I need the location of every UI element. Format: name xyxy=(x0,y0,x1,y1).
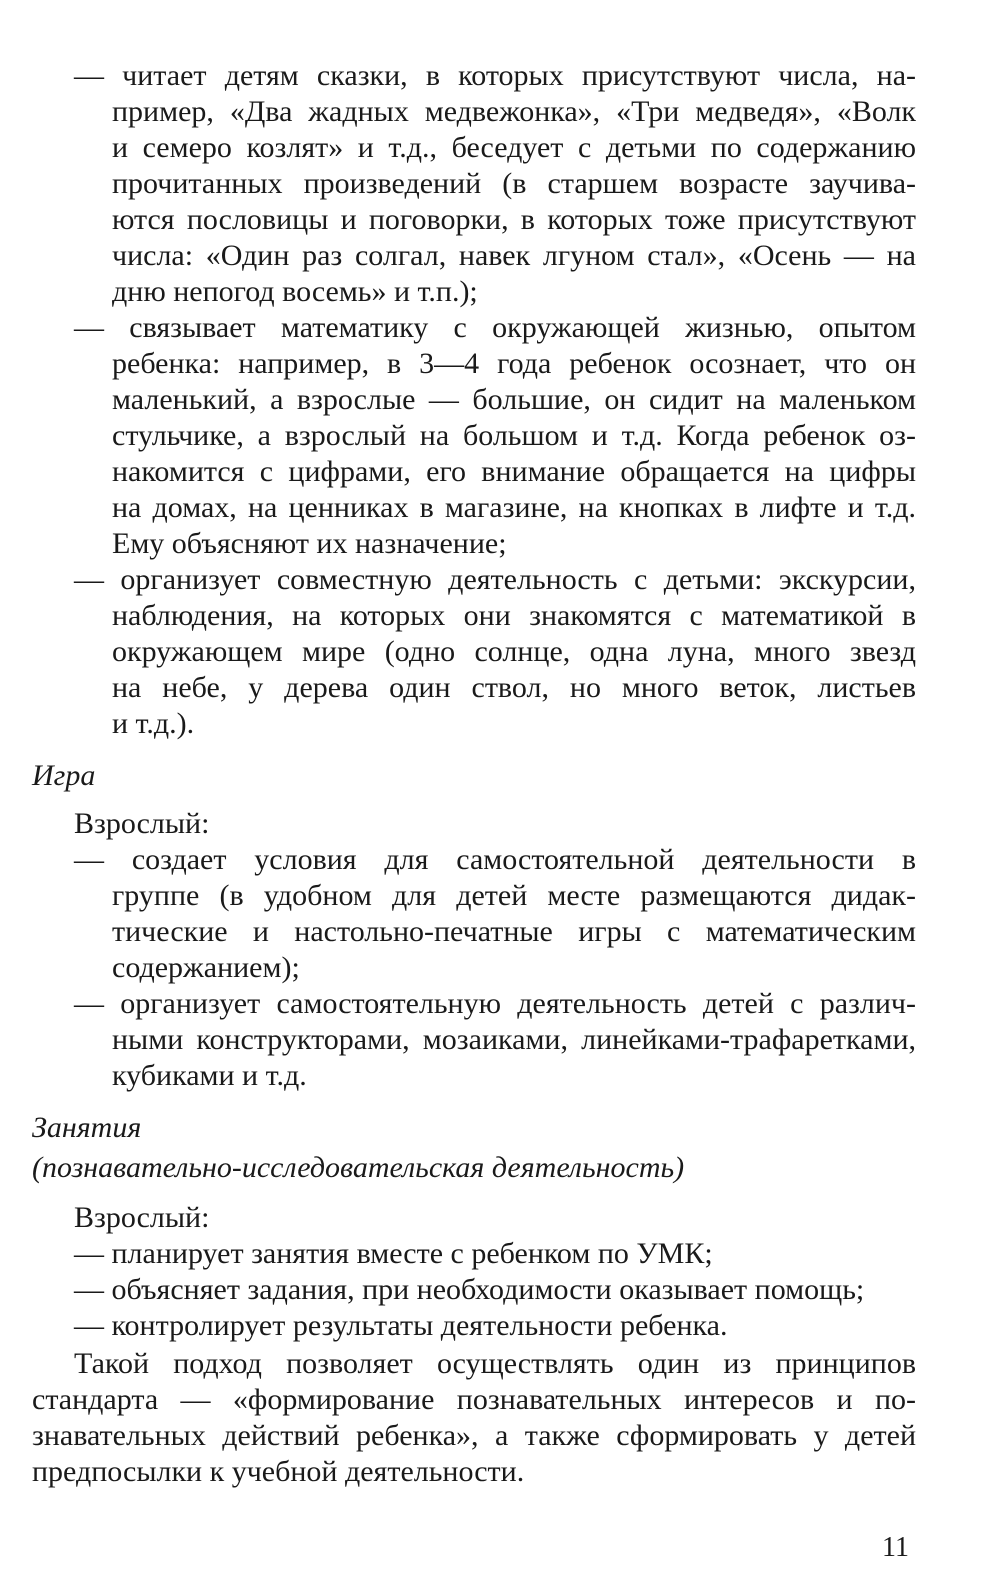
list-item-line: и семеро козлят» и т.д., беседует с детьми по содержанию xyxy=(112,131,916,164)
list-item-line: Ему объясняют их назначение; xyxy=(112,527,507,560)
list-item-line: ются пословицы и поговорки, в которых тоже присутствуют xyxy=(112,203,916,236)
list-item-line: — организует самостоятельную деятельность детей с различ- xyxy=(74,987,916,1020)
paragraph-line: Такой подход позволяет осуществлять один из принципов xyxy=(74,1347,916,1380)
list-item-line: числа: «Один раз солгал, навек лгуном стал», «Осень — на xyxy=(112,239,916,272)
list-item-line: — создает условия для самостоятельной деятельности в xyxy=(74,843,916,876)
list-item-line: — организует совместную деятельность с детьми: экскурсии, xyxy=(74,563,916,596)
page-number: 11 xyxy=(882,1532,909,1563)
list-item-line: кубиками и т.д. xyxy=(112,1059,307,1092)
list-item-line: дню непогод восемь» и т.п.); xyxy=(112,275,478,308)
adult-label: Взрослый: xyxy=(74,807,210,840)
list-item-line: ребенка: например, в 3—4 года ребенок осознает, что он xyxy=(112,347,916,380)
section-heading-game: Игра xyxy=(32,759,96,792)
list-item-line: — планирует занятия вместе с ребенком по УМК; xyxy=(74,1237,713,1270)
list-item-line: стульчике, а взрослый на большом и т.д. Когда ребенок оз- xyxy=(112,419,916,452)
list-item-line: на небе, у дерева один ствол, но много веток, листьев xyxy=(112,671,916,704)
list-item-line: наблюдения, на которых они знакомятся с математикой в xyxy=(112,599,916,632)
list-item-line: — читает детям сказки, в которых присутствуют числа, на- xyxy=(74,59,916,92)
paragraph-line: стандарта — «формирование познавательных интересов и по- xyxy=(32,1383,916,1416)
list-item-line: пример, «Два жадных медвежонка», «Три медведя», «Волк xyxy=(112,95,916,128)
list-item-line: содержанием); xyxy=(112,951,300,984)
section-subheading-lessons: (познавательно-исследовательская деятельность) xyxy=(32,1151,685,1184)
list-item-line: на домах, на ценниках в магазине, на кнопках в лифте и т.д. xyxy=(112,491,916,524)
list-item-line: — контролирует результаты деятельности ребенка. xyxy=(74,1309,728,1342)
paragraph-line: знавательных действий ребенка», а также сформировать у детей xyxy=(32,1419,916,1452)
list-item-line: и т.д.). xyxy=(112,707,195,740)
list-item-line: тические и настольно-печатные игры с математическим xyxy=(112,915,916,948)
list-item-line: группе (в удобном для детей месте размещаются дидак- xyxy=(112,879,916,912)
list-item-line: маленький, а взрослые — большие, он сидит на маленьком xyxy=(112,383,916,416)
paragraph-line: предпосылки к учебной деятельности. xyxy=(32,1455,525,1488)
list-item-line: окружающем мире (одно солнце, одна луна, много звезд xyxy=(112,635,916,668)
section-heading-lessons: Занятия xyxy=(32,1111,142,1144)
list-item-line: накомится с цифрами, его внимание обращается на цифры xyxy=(112,455,916,488)
list-item-line: прочитанных произведений (в старшем возрасте заучива- xyxy=(112,167,916,200)
list-item-line: ными конструкторами, мозаиками, линейками-трафаретками, xyxy=(112,1023,916,1056)
list-item-line: — связывает математику с окружающей жизнью, опытом xyxy=(74,311,916,344)
adult-label: Взрослый: xyxy=(74,1201,210,1234)
list-item-line: — объясняет задания, при необходимости оказывает помощь; xyxy=(74,1273,865,1306)
